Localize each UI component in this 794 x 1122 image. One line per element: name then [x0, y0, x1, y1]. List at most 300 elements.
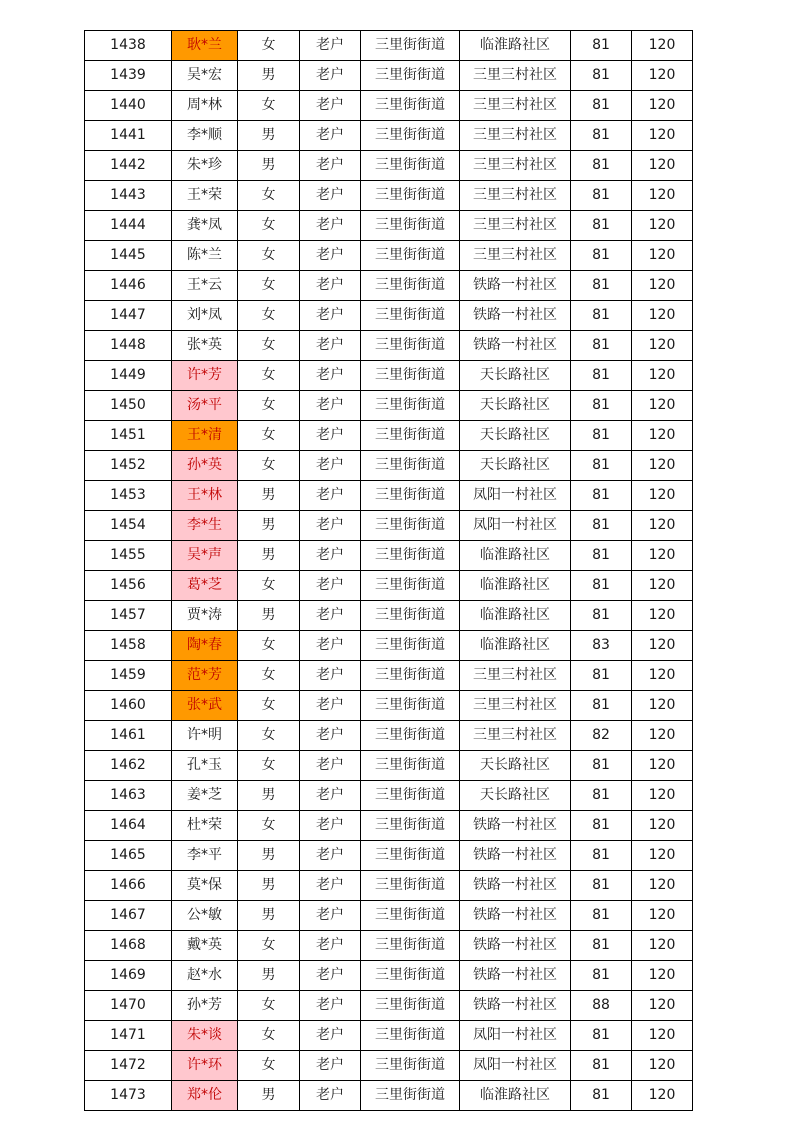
- table-row: [85, 571, 693, 601]
- age-cell: 81: [571, 151, 632, 181]
- gender-cell: 男: [238, 871, 300, 901]
- age-cell: 82: [571, 721, 632, 751]
- table-row: [85, 211, 693, 241]
- table-row: [85, 991, 693, 1021]
- street-cell: 三里街街道: [361, 631, 460, 661]
- age-cell: 81: [571, 391, 632, 421]
- name-cell: 李*生: [172, 511, 238, 541]
- table-row: [85, 931, 693, 961]
- gender-cell: 女: [238, 361, 300, 391]
- amount-cell: 120: [632, 181, 693, 211]
- age-cell: 81: [571, 211, 632, 241]
- gender-cell: 女: [238, 1021, 300, 1051]
- serial-number-cell: 1468: [85, 931, 172, 961]
- serial-number-cell: 1457: [85, 601, 172, 631]
- age-cell: 81: [571, 691, 632, 721]
- age-cell: 81: [571, 301, 632, 331]
- street-cell: 三里街街道: [361, 421, 460, 451]
- name-cell: 孙*英: [172, 451, 238, 481]
- street-cell: 三里街街道: [361, 241, 460, 271]
- serial-number-cell: 1444: [85, 211, 172, 241]
- community-cell: 铁路一村社区: [460, 991, 571, 1021]
- amount-cell: 120: [632, 571, 693, 601]
- amount-cell: 120: [632, 211, 693, 241]
- amount-cell: 120: [632, 1051, 693, 1081]
- gender-cell: 女: [238, 331, 300, 361]
- name-cell: 孙*芳: [172, 991, 238, 1021]
- gender-cell: 女: [238, 691, 300, 721]
- amount-cell: 120: [632, 841, 693, 871]
- gender-cell: 女: [238, 181, 300, 211]
- table-row: [85, 781, 693, 811]
- household-type-cell: 老户: [300, 271, 361, 301]
- gender-cell: 女: [238, 211, 300, 241]
- table-row: [85, 841, 693, 871]
- amount-cell: 120: [632, 871, 693, 901]
- table-row: [85, 811, 693, 841]
- gender-cell: 女: [238, 271, 300, 301]
- household-type-cell: 老户: [300, 61, 361, 91]
- community-cell: 三里三村社区: [460, 91, 571, 121]
- name-cell: 张*武: [172, 691, 238, 721]
- community-cell: 临淮路社区: [460, 631, 571, 661]
- table-row: [85, 331, 693, 361]
- household-type-cell: 老户: [300, 121, 361, 151]
- community-cell: 铁路一村社区: [460, 301, 571, 331]
- amount-cell: 120: [632, 751, 693, 781]
- community-cell: 临淮路社区: [460, 1081, 571, 1111]
- age-cell: 81: [571, 601, 632, 631]
- amount-cell: 120: [632, 901, 693, 931]
- name-cell: 许*环: [172, 1051, 238, 1081]
- gender-cell: 女: [238, 301, 300, 331]
- household-type-cell: 老户: [300, 301, 361, 331]
- gender-cell: 女: [238, 931, 300, 961]
- name-cell: 许*芳: [172, 361, 238, 391]
- name-cell: 耿*兰: [172, 31, 238, 61]
- amount-cell: 120: [632, 721, 693, 751]
- household-type-cell: 老户: [300, 151, 361, 181]
- gender-cell: 女: [238, 661, 300, 691]
- household-type-cell: 老户: [300, 571, 361, 601]
- household-type-cell: 老户: [300, 331, 361, 361]
- age-cell: 81: [571, 61, 632, 91]
- community-cell: 天长路社区: [460, 361, 571, 391]
- table-row: [85, 1051, 693, 1081]
- name-cell: 吴*声: [172, 541, 238, 571]
- gender-cell: 女: [238, 1051, 300, 1081]
- household-type-cell: 老户: [300, 601, 361, 631]
- name-cell: 朱*谈: [172, 1021, 238, 1051]
- household-type-cell: 老户: [300, 421, 361, 451]
- gender-cell: 女: [238, 991, 300, 1021]
- name-cell: 贾*涛: [172, 601, 238, 631]
- street-cell: 三里街街道: [361, 61, 460, 91]
- gender-cell: 男: [238, 151, 300, 181]
- community-cell: 铁路一村社区: [460, 841, 571, 871]
- age-cell: 81: [571, 361, 632, 391]
- name-cell: 李*顺: [172, 121, 238, 151]
- household-type-cell: 老户: [300, 721, 361, 751]
- table-body: [85, 31, 693, 1111]
- serial-number-cell: 1459: [85, 661, 172, 691]
- street-cell: 三里街街道: [361, 961, 460, 991]
- name-cell: 许*明: [172, 721, 238, 751]
- household-type-cell: 老户: [300, 481, 361, 511]
- serial-number-cell: 1463: [85, 781, 172, 811]
- name-cell: 王*林: [172, 481, 238, 511]
- gender-cell: 女: [238, 31, 300, 61]
- name-cell: 王*荣: [172, 181, 238, 211]
- table-row: [85, 361, 693, 391]
- community-cell: 临淮路社区: [460, 601, 571, 631]
- serial-number-cell: 1464: [85, 811, 172, 841]
- household-type-cell: 老户: [300, 211, 361, 241]
- gender-cell: 男: [238, 1081, 300, 1111]
- street-cell: 三里街街道: [361, 841, 460, 871]
- street-cell: 三里街街道: [361, 361, 460, 391]
- table-row: [85, 421, 693, 451]
- household-type-cell: 老户: [300, 1081, 361, 1111]
- amount-cell: 120: [632, 361, 693, 391]
- street-cell: 三里街街道: [361, 31, 460, 61]
- street-cell: 三里街街道: [361, 181, 460, 211]
- age-cell: 81: [571, 511, 632, 541]
- table-row: [85, 691, 693, 721]
- amount-cell: 120: [632, 511, 693, 541]
- name-cell: 王*清: [172, 421, 238, 451]
- community-cell: 临淮路社区: [460, 31, 571, 61]
- serial-number-cell: 1453: [85, 481, 172, 511]
- serial-number-cell: 1470: [85, 991, 172, 1021]
- serial-number-cell: 1449: [85, 361, 172, 391]
- age-cell: 81: [571, 1051, 632, 1081]
- community-cell: 三里三村社区: [460, 151, 571, 181]
- name-cell: 戴*英: [172, 931, 238, 961]
- table-row: [85, 721, 693, 751]
- community-cell: 凤阳一村社区: [460, 511, 571, 541]
- amount-cell: 120: [632, 451, 693, 481]
- community-cell: 三里三村社区: [460, 211, 571, 241]
- serial-number-cell: 1454: [85, 511, 172, 541]
- age-cell: 81: [571, 1081, 632, 1111]
- community-cell: 三里三村社区: [460, 661, 571, 691]
- gender-cell: 男: [238, 841, 300, 871]
- street-cell: 三里街街道: [361, 91, 460, 121]
- table-row: [85, 31, 693, 61]
- table-row: [85, 481, 693, 511]
- household-type-cell: 老户: [300, 1021, 361, 1051]
- serial-number-cell: 1455: [85, 541, 172, 571]
- household-type-cell: 老户: [300, 1051, 361, 1081]
- serial-number-cell: 1465: [85, 841, 172, 871]
- amount-cell: 120: [632, 961, 693, 991]
- serial-number-cell: 1467: [85, 901, 172, 931]
- name-cell: 杜*荣: [172, 811, 238, 841]
- amount-cell: 120: [632, 1081, 693, 1111]
- community-cell: 三里三村社区: [460, 241, 571, 271]
- name-cell: 郑*伦: [172, 1081, 238, 1111]
- community-cell: 三里三村社区: [460, 721, 571, 751]
- table-row: [85, 151, 693, 181]
- table-row: [85, 871, 693, 901]
- name-cell: 汤*平: [172, 391, 238, 421]
- table-row: [85, 601, 693, 631]
- serial-number-cell: 1451: [85, 421, 172, 451]
- name-cell: 范*芳: [172, 661, 238, 691]
- amount-cell: 120: [632, 61, 693, 91]
- community-cell: 铁路一村社区: [460, 811, 571, 841]
- name-cell: 吴*宏: [172, 61, 238, 91]
- gender-cell: 男: [238, 601, 300, 631]
- gender-cell: 男: [238, 781, 300, 811]
- community-cell: 凤阳一村社区: [460, 481, 571, 511]
- gender-cell: 女: [238, 91, 300, 121]
- community-cell: 铁路一村社区: [460, 271, 571, 301]
- street-cell: 三里街街道: [361, 271, 460, 301]
- serial-number-cell: 1456: [85, 571, 172, 601]
- street-cell: 三里街街道: [361, 1051, 460, 1081]
- serial-number-cell: 1460: [85, 691, 172, 721]
- gender-cell: 男: [238, 61, 300, 91]
- street-cell: 三里街街道: [361, 661, 460, 691]
- table-row: [85, 61, 693, 91]
- street-cell: 三里街街道: [361, 1081, 460, 1111]
- gender-cell: 男: [238, 901, 300, 931]
- street-cell: 三里街街道: [361, 601, 460, 631]
- household-type-cell: 老户: [300, 391, 361, 421]
- amount-cell: 120: [632, 601, 693, 631]
- age-cell: 81: [571, 841, 632, 871]
- household-type-cell: 老户: [300, 541, 361, 571]
- gender-cell: 女: [238, 631, 300, 661]
- table-row: [85, 91, 693, 121]
- age-cell: 81: [571, 961, 632, 991]
- amount-cell: 120: [632, 241, 693, 271]
- serial-number-cell: 1442: [85, 151, 172, 181]
- street-cell: 三里街街道: [361, 331, 460, 361]
- name-cell: 陶*春: [172, 631, 238, 661]
- serial-number-cell: 1473: [85, 1081, 172, 1111]
- age-cell: 81: [571, 91, 632, 121]
- street-cell: 三里街街道: [361, 781, 460, 811]
- amount-cell: 120: [632, 781, 693, 811]
- household-type-cell: 老户: [300, 901, 361, 931]
- street-cell: 三里街街道: [361, 301, 460, 331]
- table-row: [85, 961, 693, 991]
- street-cell: 三里街街道: [361, 571, 460, 601]
- name-cell: 陈*兰: [172, 241, 238, 271]
- community-cell: 天长路社区: [460, 421, 571, 451]
- household-type-cell: 老户: [300, 841, 361, 871]
- serial-number-cell: 1445: [85, 241, 172, 271]
- street-cell: 三里街街道: [361, 721, 460, 751]
- community-cell: 天长路社区: [460, 751, 571, 781]
- amount-cell: 120: [632, 421, 693, 451]
- amount-cell: 120: [632, 541, 693, 571]
- table-row: [85, 391, 693, 421]
- table-row: [85, 751, 693, 781]
- serial-number-cell: 1448: [85, 331, 172, 361]
- street-cell: 三里街街道: [361, 391, 460, 421]
- community-cell: 铁路一村社区: [460, 931, 571, 961]
- name-cell: 王*云: [172, 271, 238, 301]
- age-cell: 81: [571, 1021, 632, 1051]
- community-cell: 天长路社区: [460, 781, 571, 811]
- community-cell: 三里三村社区: [460, 121, 571, 151]
- household-type-cell: 老户: [300, 511, 361, 541]
- name-cell: 张*英: [172, 331, 238, 361]
- table-row: [85, 241, 693, 271]
- street-cell: 三里街街道: [361, 481, 460, 511]
- age-cell: 81: [571, 571, 632, 601]
- name-cell: 孔*玉: [172, 751, 238, 781]
- street-cell: 三里街街道: [361, 121, 460, 151]
- community-cell: 铁路一村社区: [460, 871, 571, 901]
- serial-number-cell: 1447: [85, 301, 172, 331]
- table-row: [85, 631, 693, 661]
- gender-cell: 女: [238, 751, 300, 781]
- amount-cell: 120: [632, 331, 693, 361]
- street-cell: 三里街街道: [361, 691, 460, 721]
- household-type-cell: 老户: [300, 991, 361, 1021]
- table-row: [85, 541, 693, 571]
- amount-cell: 120: [632, 931, 693, 961]
- table-row: [85, 271, 693, 301]
- serial-number-cell: 1472: [85, 1051, 172, 1081]
- street-cell: 三里街街道: [361, 541, 460, 571]
- serial-number-cell: 1439: [85, 61, 172, 91]
- serial-number-cell: 1441: [85, 121, 172, 151]
- gender-cell: 女: [238, 421, 300, 451]
- age-cell: 81: [571, 331, 632, 361]
- age-cell: 81: [571, 661, 632, 691]
- household-type-cell: 老户: [300, 361, 361, 391]
- serial-number-cell: 1450: [85, 391, 172, 421]
- amount-cell: 120: [632, 271, 693, 301]
- age-cell: 81: [571, 931, 632, 961]
- gender-cell: 男: [238, 121, 300, 151]
- community-cell: 铁路一村社区: [460, 331, 571, 361]
- table-row: [85, 181, 693, 211]
- community-cell: 凤阳一村社区: [460, 1021, 571, 1051]
- table-row: [85, 451, 693, 481]
- name-cell: 姜*芝: [172, 781, 238, 811]
- household-type-cell: 老户: [300, 91, 361, 121]
- serial-number-cell: 1469: [85, 961, 172, 991]
- household-type-cell: 老户: [300, 451, 361, 481]
- street-cell: 三里街街道: [361, 151, 460, 181]
- household-type-cell: 老户: [300, 241, 361, 271]
- gender-cell: 女: [238, 391, 300, 421]
- household-type-cell: 老户: [300, 181, 361, 211]
- gender-cell: 男: [238, 541, 300, 571]
- gender-cell: 男: [238, 481, 300, 511]
- serial-number-cell: 1452: [85, 451, 172, 481]
- gender-cell: 女: [238, 241, 300, 271]
- name-cell: 赵*水: [172, 961, 238, 991]
- community-cell: 天长路社区: [460, 451, 571, 481]
- amount-cell: 120: [632, 661, 693, 691]
- household-type-cell: 老户: [300, 871, 361, 901]
- serial-number-cell: 1443: [85, 181, 172, 211]
- amount-cell: 120: [632, 631, 693, 661]
- age-cell: 81: [571, 241, 632, 271]
- household-type-cell: 老户: [300, 781, 361, 811]
- gender-cell: 女: [238, 721, 300, 751]
- gender-cell: 女: [238, 451, 300, 481]
- street-cell: 三里街街道: [361, 211, 460, 241]
- table-row: [85, 121, 693, 151]
- street-cell: 三里街街道: [361, 451, 460, 481]
- amount-cell: 120: [632, 991, 693, 1021]
- table-row: [85, 901, 693, 931]
- serial-number-cell: 1446: [85, 271, 172, 301]
- household-type-cell: 老户: [300, 31, 361, 61]
- amount-cell: 120: [632, 121, 693, 151]
- amount-cell: 120: [632, 31, 693, 61]
- serial-number-cell: 1461: [85, 721, 172, 751]
- street-cell: 三里街街道: [361, 901, 460, 931]
- household-type-cell: 老户: [300, 811, 361, 841]
- household-type-cell: 老户: [300, 691, 361, 721]
- age-cell: 81: [571, 901, 632, 931]
- name-cell: 葛*芝: [172, 571, 238, 601]
- street-cell: 三里街街道: [361, 991, 460, 1021]
- serial-number-cell: 1458: [85, 631, 172, 661]
- table-row: [85, 1081, 693, 1111]
- serial-number-cell: 1471: [85, 1021, 172, 1051]
- street-cell: 三里街街道: [361, 931, 460, 961]
- age-cell: 83: [571, 631, 632, 661]
- serial-number-cell: 1438: [85, 31, 172, 61]
- age-cell: 81: [571, 751, 632, 781]
- street-cell: 三里街街道: [361, 511, 460, 541]
- community-cell: 三里三村社区: [460, 691, 571, 721]
- age-cell: 81: [571, 121, 632, 151]
- gender-cell: 女: [238, 811, 300, 841]
- gender-cell: 男: [238, 961, 300, 991]
- serial-number-cell: 1466: [85, 871, 172, 901]
- name-cell: 刘*凤: [172, 301, 238, 331]
- age-cell: 81: [571, 421, 632, 451]
- age-cell: 88: [571, 991, 632, 1021]
- age-cell: 81: [571, 781, 632, 811]
- community-cell: 临淮路社区: [460, 571, 571, 601]
- street-cell: 三里街街道: [361, 1021, 460, 1051]
- community-cell: 临淮路社区: [460, 541, 571, 571]
- household-type-cell: 老户: [300, 961, 361, 991]
- age-cell: 81: [571, 451, 632, 481]
- household-type-cell: 老户: [300, 661, 361, 691]
- household-type-cell: 老户: [300, 931, 361, 961]
- table-row: [85, 661, 693, 691]
- amount-cell: 120: [632, 151, 693, 181]
- amount-cell: 120: [632, 301, 693, 331]
- table-row: [85, 511, 693, 541]
- community-cell: 三里三村社区: [460, 181, 571, 211]
- gender-cell: 女: [238, 571, 300, 601]
- household-type-cell: 老户: [300, 751, 361, 781]
- amount-cell: 120: [632, 481, 693, 511]
- age-cell: 81: [571, 871, 632, 901]
- amount-cell: 120: [632, 1021, 693, 1051]
- amount-cell: 120: [632, 691, 693, 721]
- age-cell: 81: [571, 541, 632, 571]
- name-cell: 李*平: [172, 841, 238, 871]
- street-cell: 三里街街道: [361, 811, 460, 841]
- street-cell: 三里街街道: [361, 871, 460, 901]
